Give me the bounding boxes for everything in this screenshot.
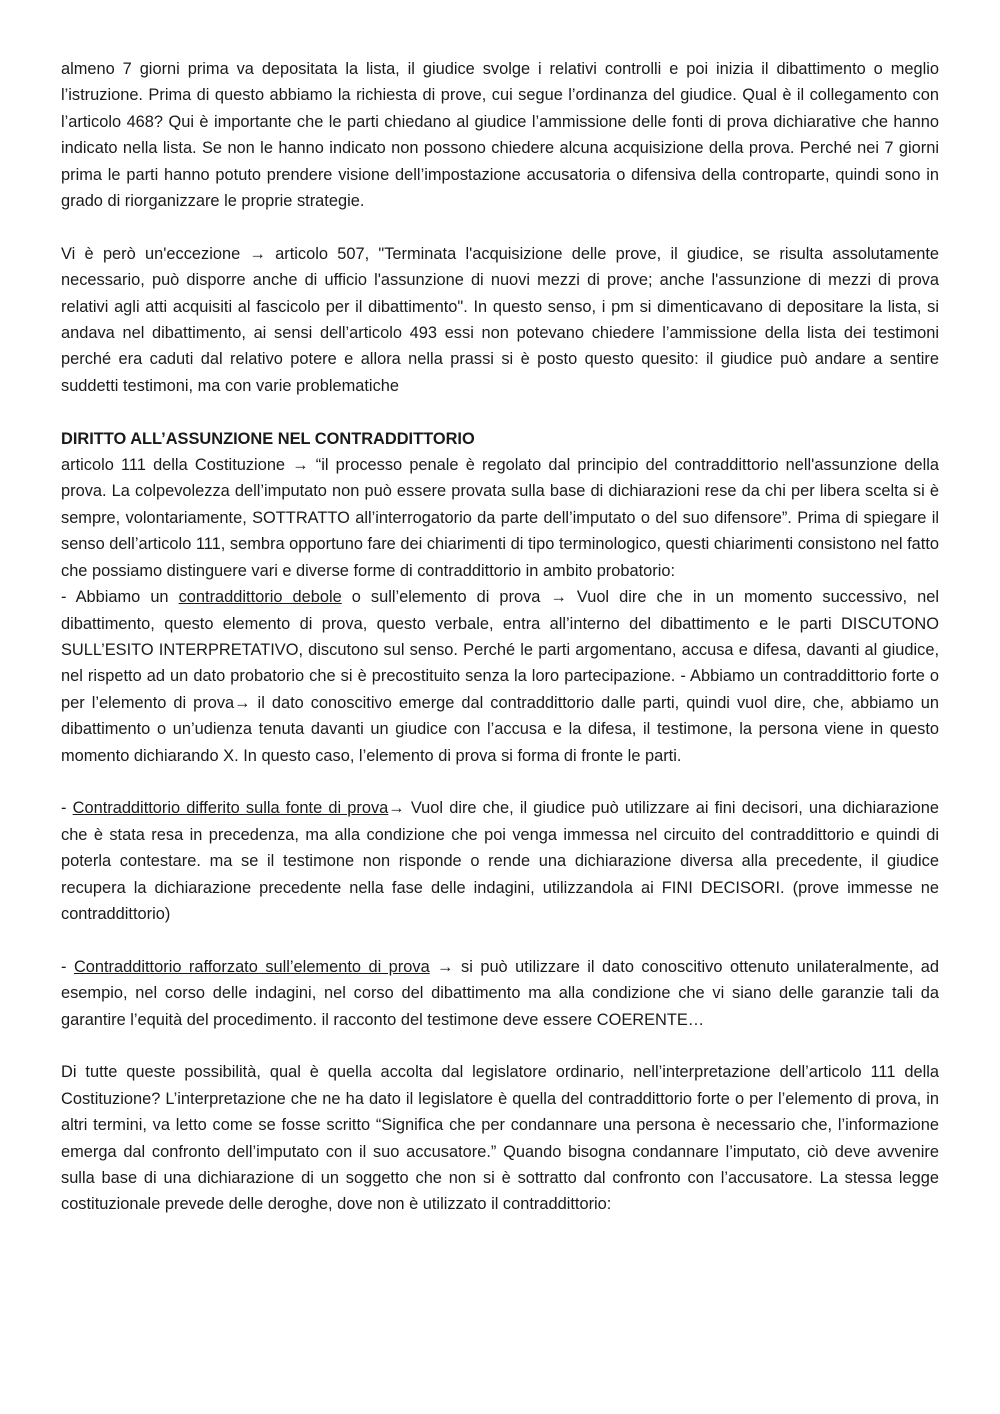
paragraph-lista-testimoni: almeno 7 giorni prima va depositata la lista, il giudice svolge i relativi controlli e poi inizia il dibattimento o meglio l’istruzione. Prima di questo abbiamo la richiesta di prove, cui segue l’ordinanza del giudice. Qual è il collegamento con l’articolo 468? Qui è importante che le parti chiedano al giudice l’ammissione delle fonti di prova dichiarative che hanno indicato nella lista. Se non le hanno indicato non possono chiedere alcuna acquisizione della prova. Perché nei 7 giorni prima le parti hanno potuto prendere visione dell’impostazione accusatoria o difensiva della controparte, quindi sono in grado di riorganizzare le proprie strategie.	[61, 60, 939, 211]
list-item-text: → Vuol dire che, il giudice può utilizzare ai fini decisori, una dichiarazione che è stata resa in precedenza, ma alla condizione che poi venga immessa nel circuito del contraddittorio e quindi di poterla contestare. ma se il testimone non risponde o rende una dichiarazione diversa alla precedente, il giudice recupera la dichiarazione precedente nella fase delle indagini, utilizzandola ai FINI DECISORI. (prove immesse ne contraddittorio)	[61, 799, 939, 923]
paragraph-spacer	[61, 214, 939, 240]
paragraph-articolo-111: articolo 111 della Costituzione → “il processo penale è regolato dal principio del contraddittorio nell'assunzione della prova. La colpevolezza dell’imputato non può essere provata sulla base di dichiarazioni rese da chi per libera scelta si è sempre, volontariamente, SOTTRATTO all’interrogatorio da parte dell’imputato o del suo difensore”. Prima di spiegare il senso dell’articolo 111, sembra opportuno fare dei chiarimenti di tipo terminologico, questi chiarimenti consistono nel fatto che possiamo distinguere vari e diverse forme di contraddittorio in ambito probatorio:	[61, 456, 939, 580]
list-item-contraddittorio-differito	[61, 795, 939, 927]
list-item-prefix: - Abbiamo un	[61, 588, 179, 607]
section-heading: DIRITTO ALL’ASSUNZIONE NEL CONTRADDITTORIO	[61, 429, 475, 448]
paragraph-spacer	[61, 927, 939, 953]
list-item-contraddittorio-debole	[61, 584, 939, 769]
list-item-text: → si può utilizzare il dato conoscitivo ottenuto unilateralmente, ad esempio, nel corso delle indagini, nel corso del dibattimento ma alla condizione che vi siano delle garanzie tali da garantire l’equità del procedimento. il racconto del testimone deve essere COERENTE…	[61, 957, 939, 1029]
list-item-term: Contraddittorio rafforzato sull’elemento di prova	[73, 957, 430, 976]
list-item-prefix: -	[61, 799, 73, 818]
list-item-prefix: -	[61, 957, 74, 976]
paragraph-spacer	[61, 399, 939, 425]
paragraph-eccezione-507: Vi è però un'eccezione → articolo 507, "Terminata l'acquisizione delle prove, il giudice, se risulta assolutamente necessario, può disporre anche di ufficio l'assunzione di nuovi mezzi di prove; anche l'assunzione di mezzi di prova relativi agli atti acquisiti al fascicolo per il dibattimento". In questo senso, i pm si dimenticavano di depositare la lista, si andava nel dibattimento, ai sensi dell’articolo 493 essi non potevano chiedere l’ammissione della lista dei testimoni perché era caduti dal relativo potere e allora nella prassi si è posto questo quesito: il giudice può andare a sentire suddetti testimoni, ma con varie problematiche	[61, 244, 939, 395]
list-item-text: o sull’elemento di prova → Vuol dire che in un momento successivo, nel dibattimento, questo elemento di prova, questo verbale, entra all’interno del dibattimento e le parti DISCUTONO SULL’ESITO INTERPRETATIVO, discutono sul senso. Perché le parti argomentano, accusa e difesa, davanti al giudice, nel rispetto ad un dato probatorio che si è precostituito senza la loro partecipazione. - Abbiamo un contraddittorio forte o per l’elemento di prova→ il dato conoscitivo emerge dal contraddittorio dalle parti, quindi vuol dire, che, abbiamo un dibattimento o un’udienza tenuta davanti un giudice con l’accusa e la difesa, il testimone, la persona viene in questo momento dichiarando X. In questo caso, l’elemento di prova si forma di fronte le parti.	[61, 588, 939, 765]
paragraph-spacer	[61, 769, 939, 795]
list-item-contraddittorio-rafforzato	[61, 954, 939, 1033]
document-page	[61, 56, 939, 1218]
list-item-term: contraddittorio debole	[178, 588, 342, 607]
paragraph-interpretazione: Di tutte queste possibilità, qual è quella accolta dal legislatore ordinario, nell’interpretazione dell’articolo 111 della Costituzione? L’interpretazione che ne ha dato il legislatore è quella del contraddittorio forte o per l’elemento di prova, in altri termini, va letto come se fosse scritto “Significa che per condannare una persona è necessario che, l’informazione emerga dal confronto dell’imputato con il suo accusatore.” Quando bisogna condannare l’imputato, ciò deve avvenire sulla base di una dichiarazione di un soggetto che non si è sottratto dal confronto con l’accusatore. La stessa legge costituzionale prevede delle deroghe, dove non è utilizzato il contraddittorio:	[61, 1063, 939, 1214]
paragraph-spacer	[61, 1033, 939, 1059]
list-item-term: Contraddittorio differito sulla fonte di prova	[72, 799, 389, 818]
